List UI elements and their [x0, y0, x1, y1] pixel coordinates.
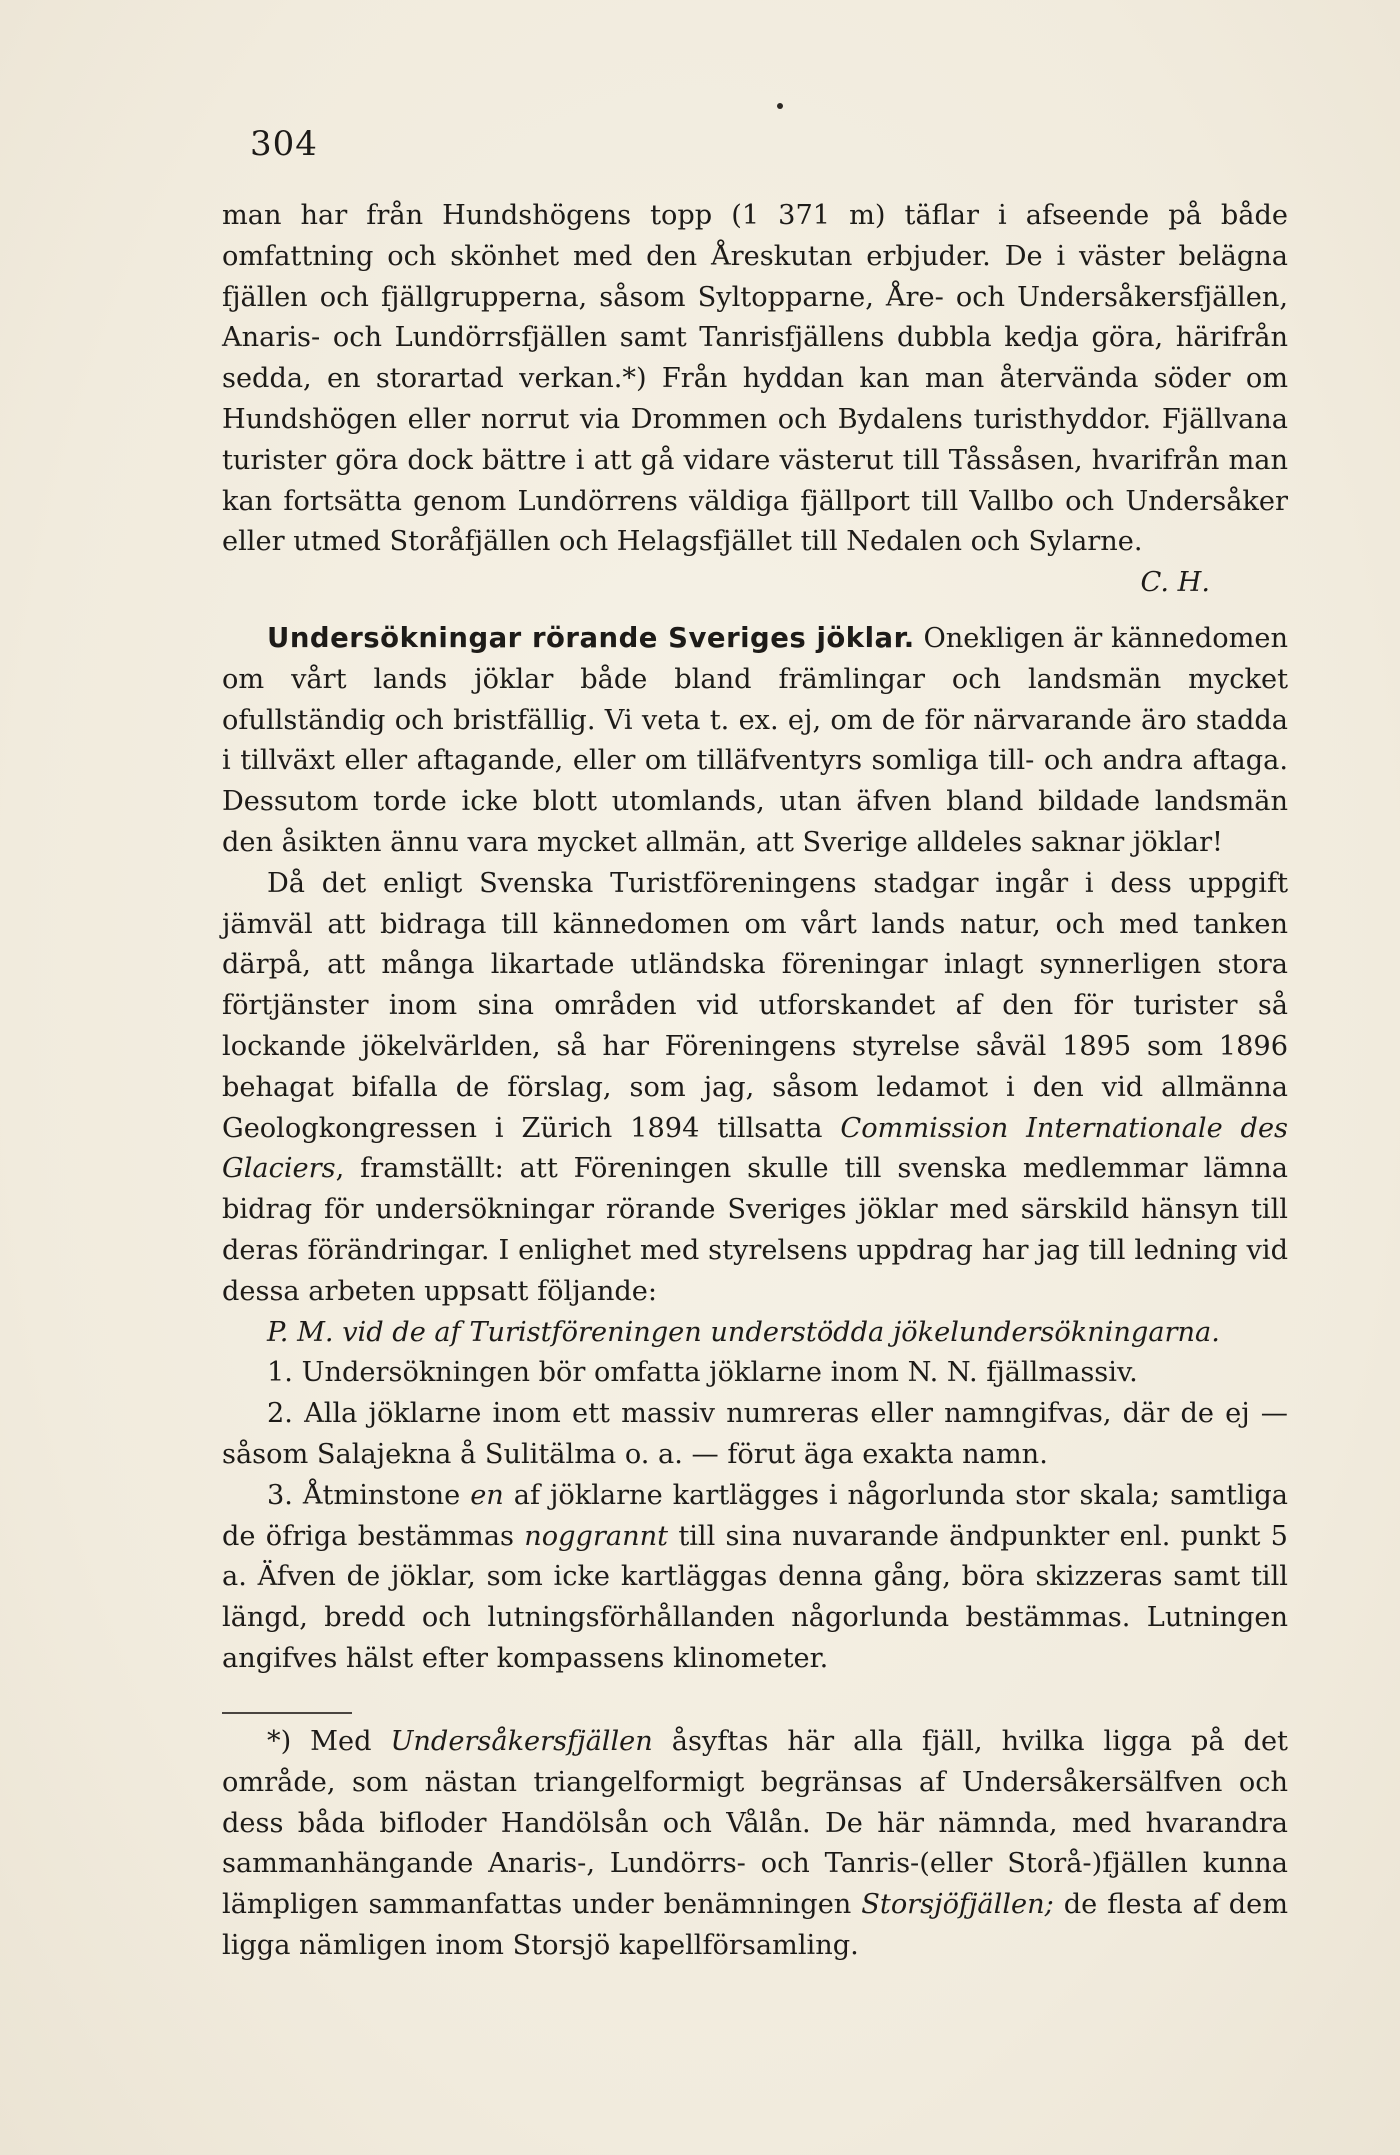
paragraph-text: Då det enligt Svenska Turistföreningens stadgar ingår i dess uppgift jämväl att bidraga till kännedomen om vårt lands natur, och med tanken därpå, att många likartade utländska föreningar inlagt synnerligen stora förtjänster inom sina områden vid utforskandet af den för turister så lockande jökelvärlden, så har Föreningens styrelse såväl 1895 som 1896 behagat bifalla de förslag, som jag, såsom ledamot i den vid allmänna Geologkongressen i Zürich 1894 tillsatta [222, 867, 1288, 1144]
footnote-marker: *) Med [267, 1726, 372, 1757]
article-paragraph [222, 196, 1288, 563]
article-paragraph-2 [222, 864, 1288, 1313]
item-text: af jöklarne kartlägges i någorlunda stor skala; samtliga de öfriga bestämmas [222, 1479, 1288, 1552]
article-signature [222, 563, 1288, 604]
footnote-text [222, 1722, 1288, 1967]
item-text: 3. Åtminstone [267, 1479, 461, 1511]
section-heading: Undersökningar rörande Sveriges jöklar. [267, 622, 915, 654]
item-text: till sina nuvarande ändpunkter enl. punkt 5 a. Äfven de jöklar, som icke kartläggas denna gång, böra skizzeras samt till längd, bredd och lutningsförhållanden någorlunda bestämmas. Lutningen angifves hälst efter kompassens klinometer. [222, 1520, 1288, 1674]
intro-text: Onekligen är kännedomen om vårt lands jöklar både bland främlingar och landsmän mycket ofullständig och bristfällig. Vi veta t. ex. ej, om de för närvarande äro stadda i tillväxt eller aftagande, eller om tilläfventyrs somliga till- och andra aftaga. Dessutom torde icke blott utomlands, utan äfven bland bildade landsmän den åsikten ännu vara mycket allmän, att Sverige alldeles saknar jöklar! [222, 623, 1288, 858]
footnote-term: Storsjöfjällen; [861, 1889, 1054, 1921]
list-item: 2. Alla jöklarne inom ett massiv numreras eller namngifvas, där de ej — såsom Salajekna å Sulitälma o. a. — förut äga exakta namn. [222, 1398, 1288, 1470]
ink-speck [777, 103, 783, 109]
footnote-body: de flesta af dem ligga nämligen inom Storsjö kapellförsamling. [222, 1889, 1288, 1961]
footnote-body: åsyftas här alla fjäll, hvilka ligga på det område, som nästan triangelformigt begränsas af Undersåkersälfven och dess båda bifloder Handölsån och Vålån. De här nämnda, med hvarandra sammanhängande Anaris-, Lundörrs- och Tanris-(eller Storå-)fjällen kunna lämpligen sammanfattas under benämningen [222, 1726, 1288, 1921]
list-item: 1. Undersökningen bör omfatta jöklarne inom N. N. fjällmassiv. [267, 1357, 1138, 1389]
signature-initials: C. H. [1140, 567, 1210, 599]
page-number: 304 [250, 124, 318, 164]
list-item [222, 1476, 1288, 1680]
paragraph-text: , framställt: att Föreningen skulle till svenska medlemmar lämna bidrag för undersökningar rörande Sveriges jöklar med särskild hänsyn till deras förändringar. I enlighet med styrelsens uppdrag har jag till ledning vid dessa arbeten uppsatt följande: [222, 1153, 1288, 1307]
article-glacier-survey [222, 618, 1288, 1680]
footnote-divider [222, 1712, 352, 1714]
emphasis: en [470, 1479, 504, 1511]
paragraph-text: man har från Hundshögens topp (1 371 m) täflar i afseende på både omfattning och skönhet med den Åreskutan erbjuder. De i väster belägna fjällen och fjällgrupperna, såsom Syltopparne, Åre- och Undersåkersfjällen, Anaris- och Lundörrsfjällen samt Tanrisfjällens dubbla kedja göra, härifrån sedda, en storartad verkan.*) Från hyddan kan man återvända söder om Hundshögen eller norrut via Drommen och Bydalens turisthyddor. Fjällvana turister göra dock bättre i att gå vidare västerut till Tåssåsen, hvarifrån man kan fortsätta genom Lundörrens väldiga fjällport till Vallbo och Undersåker eller utmed Storåfjällen och Helagsfjället till Nedalen och Sylarne. [222, 200, 1288, 558]
emphasis: noggrannt [524, 1520, 669, 1552]
commission-name: Commission Internationale des Glaciers [222, 1112, 1288, 1185]
article-mountain-view [222, 196, 1288, 604]
footnote [222, 1722, 1288, 1967]
article-intro-paragraph [222, 618, 1288, 864]
footnote-term: Undersåkersfjällen [390, 1726, 653, 1757]
pm-title: P. M. vid de af Turistföreningen understödda jökelundersökningarna. [267, 1316, 1220, 1348]
